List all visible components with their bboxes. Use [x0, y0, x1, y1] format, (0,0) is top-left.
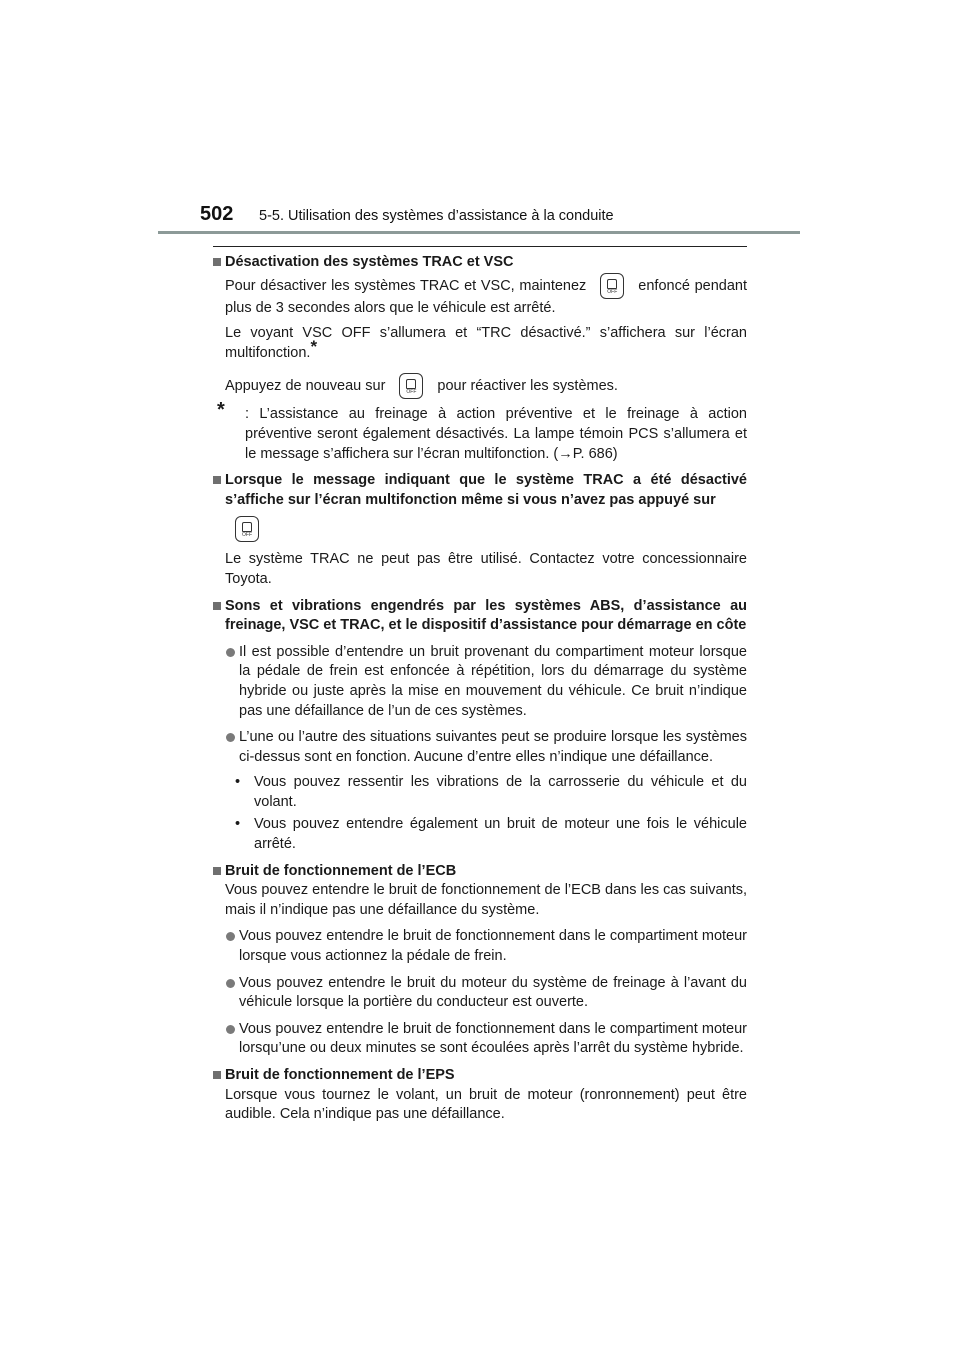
paragraph: Le système TRAC ne peut pas être utilisé. Contactez votre concessionnaire Toyota.	[225, 551, 747, 587]
section-title: Lorsque le message indiquant que le système TRAC a été désactivé s’affiche sur l’écran multifonction même si vous n’avez pas appuyé sur	[225, 472, 747, 508]
list-item: L’une ou l’autre des situations suivantes peut se produire lorsque les systèmes ci-dessus sont en fonction. Aucune d’entre elles n’indique une défaillance.	[225, 728, 747, 767]
sub-list-item: • Vous pouvez entendre également un bruit de moteur une fois le véhicule arrêté.	[235, 816, 747, 853]
section-ecb-noise	[213, 862, 747, 1059]
content-rule	[213, 246, 747, 247]
list-item: Vous pouvez entendre le bruit de fonctionnement dans le compartiment moteur lorsqu’une ou deux minutes se sont écoulées après l’arrêt du système hybride.	[225, 1020, 747, 1059]
list-item: Il est possible d’entendre un bruit provenant du compartiment moteur lorsque la pédale de frein est enfoncée à répétition, lors du démarrage du système hybride ou juste après la mise en mouvement du véhicule. Ce bruit n’indique pas une défaillance de l’un de ces systèmes.	[225, 643, 747, 721]
sub-list-item: • Vous pouvez ressentir les vibrations de la carrosserie du véhicule et du volant.	[235, 774, 747, 810]
page-number: 502	[200, 203, 234, 225]
round-bullet-icon	[226, 648, 235, 657]
round-bullet-icon	[226, 733, 235, 742]
round-bullet-icon	[226, 1025, 235, 1034]
vsc-off-button-icon: OFF	[600, 273, 624, 299]
chapter-title: 5-5. Utilisation des systèmes d’assistance à la conduite	[259, 208, 614, 224]
square-bullet-icon	[213, 602, 221, 610]
round-bullet-icon	[226, 932, 235, 941]
square-bullet-icon	[213, 476, 221, 484]
footnote: * : L’assistance au freinage à action préventive et le freinage à action préventive seront également désactivés. La lampe témoin PCS s’allumera et le message s’affichera sur l’écran multifonction. (→P. 686)	[217, 399, 747, 462]
page-content	[213, 253, 747, 1125]
paragraph: Vous pouvez entendre le bruit de fonctionnement de l’ECB dans les cas suivants, mais il n’indique pas une défaillance du système.	[225, 882, 747, 918]
list-item: Vous pouvez entendre le bruit du moteur du système de freinage à l’avant du véhicule lorsque la portière du conducteur est ouverte.	[225, 974, 747, 1013]
section-trac-message	[213, 471, 747, 589]
section-title: Bruit de fonctionnement de l’ECB	[225, 862, 457, 879]
paragraph: Le voyant VSC OFF s’allumera et “TRC désactivé.” s’affichera sur l’écran multifonction.*	[225, 325, 747, 361]
paragraph: Appuyez de nouveau sur OFF pour réactiver les systèmes.	[225, 373, 747, 399]
paragraph: Pour désactiver les systèmes TRAC et VSC, maintenez OFF enfoncé pendant plus de 3 secondes alors que le véhicule est arrêté.	[225, 273, 747, 319]
section-eps-noise	[213, 1066, 747, 1125]
square-bullet-icon	[213, 258, 221, 266]
section-title: Bruit de fonctionnement de l’EPS	[225, 1067, 455, 1083]
section-title: Désactivation des systèmes TRAC et VSC	[225, 254, 514, 270]
vsc-off-button-icon: OFF	[235, 516, 259, 542]
footnote-asterisk: *	[217, 399, 225, 422]
footnote-marker: *	[310, 336, 318, 356]
square-bullet-icon	[213, 1071, 221, 1079]
paragraph: Lorsque vous tournez le volant, un bruit de moteur (ronronnement) peut être audible. Cela n’indique pas une défaillance.	[225, 1086, 747, 1123]
page-header	[0, 0, 960, 240]
list-item: Vous pouvez entendre le bruit de fonctionnement dans le compartiment moteur lorsque vous actionnez la pédale de frein.	[225, 927, 747, 966]
section-title: Sons et vibrations engendrés par les systèmes ABS, d’assistance au freinage, VSC et TRAC, et le dispositif d’assistance pour démarrage en côte	[225, 597, 747, 634]
square-bullet-icon	[213, 867, 221, 875]
header-rule	[158, 231, 800, 234]
section-trac-vsc-off	[213, 253, 747, 464]
round-bullet-icon	[226, 979, 235, 988]
section-sounds-vibrations	[213, 597, 747, 855]
vsc-off-button-icon: OFF	[399, 373, 423, 399]
